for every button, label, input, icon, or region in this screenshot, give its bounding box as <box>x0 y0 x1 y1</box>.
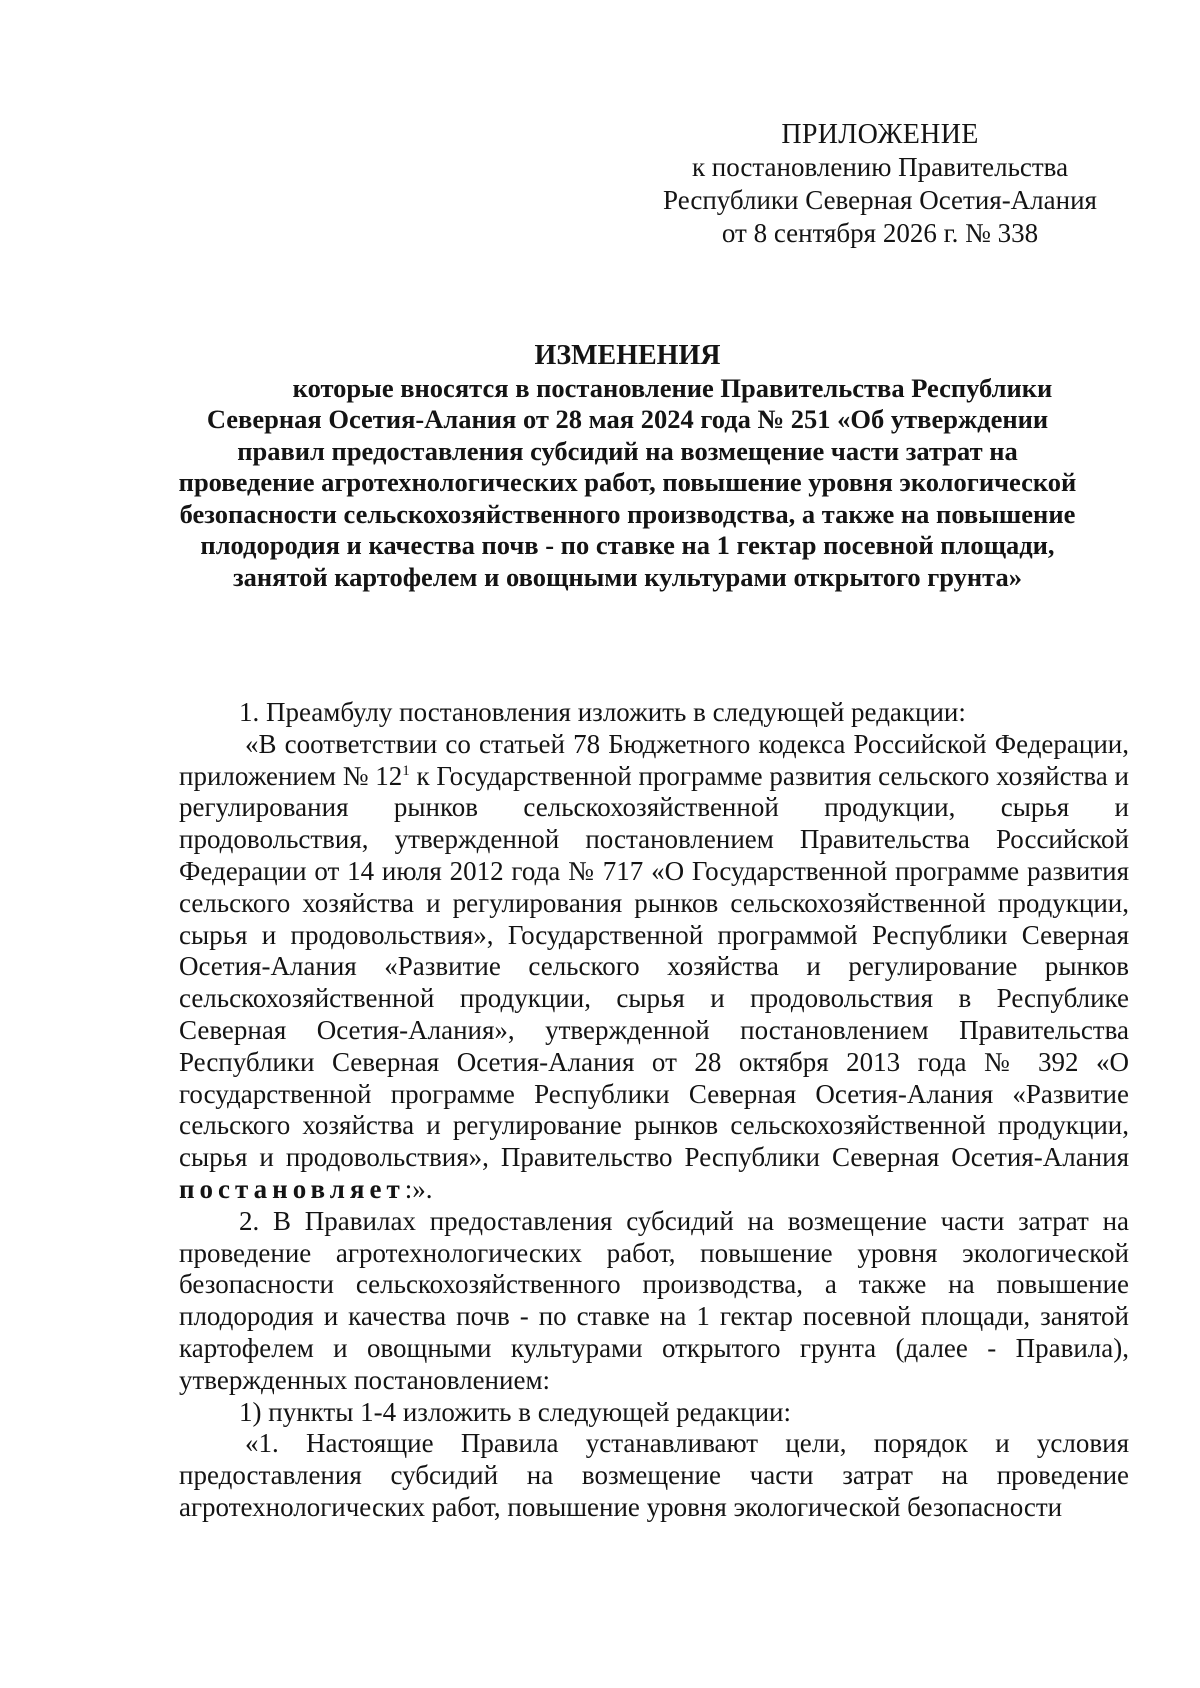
appendix-line-2: Республики Северная Осетия-Алания <box>663 185 1097 215</box>
document-body <box>179 697 1129 1524</box>
paragraph-1: 1. Преамбулу постановления изложить в следующей редакции: <box>239 697 966 727</box>
paragraph-5: «1. Настоящие Правила устанавливают цели, порядок и условия предоставления субсидий на возмещение части затрат на проведение агротехнологических работ, повышение уровня экологической безопасности <box>179 1428 1129 1522</box>
paragraph-2-end: :». <box>404 1173 433 1204</box>
document-heading <box>175 340 1080 593</box>
paragraph-3: 2. В Правилах предоставления субсидий на возмещение части затрат на проведение агротехнологических работ, повышение уровня экологической безопасности сельскохозяйственного производства, а также на повышение плодородия и качества почв - по ставке на 1 гектар посевной площади, занятой картофелем и овощными культурами открытого грунта (далее - Правила), утвержденных постановлением: <box>179 1205 1129 1395</box>
paragraph-4: 1) пункты 1-4 изложить в следующей редакции: <box>239 1396 791 1427</box>
paragraph-2-text-b: к Государственной программе развития сельского хозяйства и регулирования рынков сельскохозяйственной продукции, сырья и продовольствия, утвержденной постановлением Правительства Российской Федерации от 14 июля 2012 года № 717 «О Государственной программе развития сельского хозяйства и регулирования рынков сельскохозяйственной продукции, сырья и продовольствия», Государственной программой Республики Северная Осетия-Алания «Развитие сельского хозяйства и регулирование рынков сельскохозяйственной продукции, сырья и продовольствия в Республике Северная Осетия-Алания», утвержденной постановлением Правительства Республики Северная Осетия-Алания от 28 октября 2013 года № 392 «О государственной программе Республики Северная Осетия-Алания «Развитие сельского хозяйства и регулирование рынков сельскохозяйственной продукции, сырья и продовольствия», Правительство Республики Северная Осетия-Алания <box>179 760 1130 1173</box>
footnote-superscript: 1 <box>402 762 410 779</box>
appendix-title: ПРИЛОЖЕНИЕ <box>781 119 979 150</box>
paragraph-2-text-a: «В соответствии со статьей 78 Бюджетного кодекса Российской Федерации, приложением № 12 <box>179 728 1129 791</box>
appendix-line-1: к постановлению Правительства <box>691 152 1069 182</box>
appendix-block <box>600 118 1160 250</box>
heading-title: ИЗМЕНЕНИЯ <box>534 340 721 371</box>
appendix-line-3: от 8 сентября 2026 г. № 338 <box>721 218 1039 248</box>
paragraph-2 <box>179 729 1129 1206</box>
heading-subtitle: которые вносятся в постановление Правительства Республики Северная Осетия-Алания от 28 мая 2024 года № 251 «Об утверждении правил предоставления субсидий на возмещение части затрат на проведение агротехнологических работ, повышение уровня экологической безопасности сельскохозяйственного производства, а также на повышение плодородия и качества почв - по ставке на 1 гектар посевной площади, занятой картофелем и овощными культурами открытого грунта» <box>178 372 1077 592</box>
paragraph-2-spaced-word: постановляет <box>179 1173 405 1204</box>
